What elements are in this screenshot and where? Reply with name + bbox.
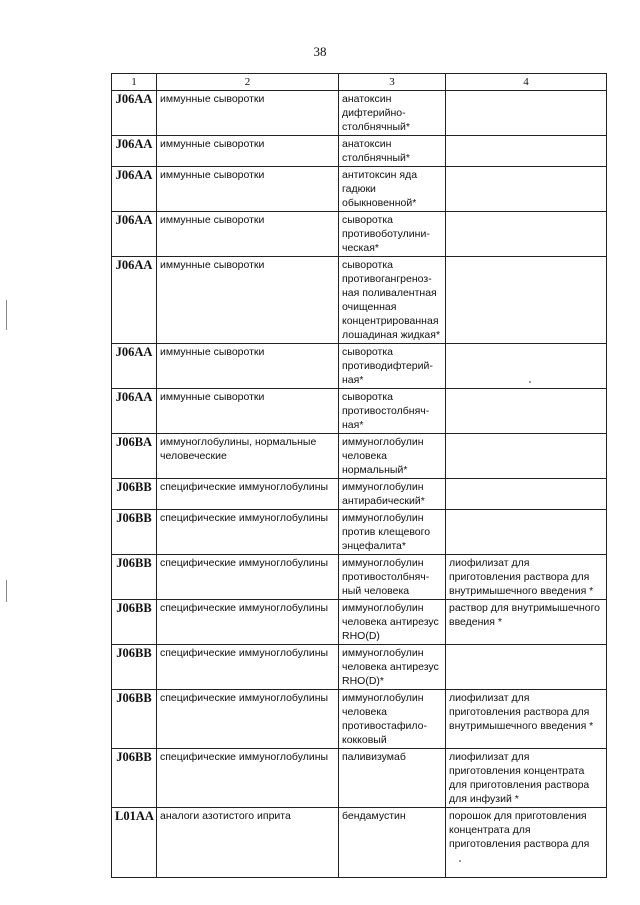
group-cell: [157, 434, 339, 479]
group-cell: [157, 645, 339, 690]
column-header-4: 4: [446, 74, 607, 91]
table-row: [112, 344, 607, 389]
table-row: [112, 434, 607, 479]
form-cell: [446, 808, 607, 878]
table-header-row: [112, 74, 607, 91]
scan-speck: [459, 860, 461, 862]
code-cell: [112, 389, 157, 434]
group-cell-text: специфические иммуноглобулины: [160, 692, 329, 704]
group-cell-text: аналоги азотистого иприта: [160, 810, 291, 822]
form-cell: [446, 600, 607, 645]
group-cell-text: иммунные сыворотки: [160, 169, 265, 181]
page-number: 38: [313, 44, 327, 59]
form-cell: [446, 136, 607, 167]
name-cell-text: антитоксин яда гадюки обыкновенной*: [342, 169, 418, 209]
column-header-2: 2: [157, 74, 339, 91]
table-row: [112, 600, 607, 645]
name-cell-text: иммуноглобулин человека нормальный*: [342, 436, 424, 476]
name-cell-text: иммуноглобулин человека антирезус RHO(D)*: [342, 647, 439, 687]
code-cell-text: J06AA: [115, 168, 153, 182]
scan-speck: [529, 381, 531, 383]
name-cell: [339, 510, 446, 555]
code-cell: [112, 136, 157, 167]
form-cell-text: раствор для внутримышечного введения *: [449, 602, 601, 628]
name-cell: [339, 645, 446, 690]
code-cell: [112, 479, 157, 510]
code-cell-text: J06BB: [116, 646, 152, 660]
code-cell-text: J06BB: [116, 691, 152, 705]
group-cell: [157, 600, 339, 645]
group-cell-text: специфические иммуноглобулины: [160, 481, 329, 493]
table-row: [112, 808, 607, 878]
name-cell-text: анатоксин столбнячный*: [342, 138, 410, 164]
drug-table: [111, 73, 607, 878]
code-cell: [112, 600, 157, 645]
group-cell-text: специфические иммуноглобулины: [160, 557, 329, 569]
table-row: [112, 167, 607, 212]
group-cell-text: иммунные сыворотки: [160, 138, 265, 150]
name-cell: [339, 212, 446, 257]
code-cell-text: J06AA: [115, 258, 153, 272]
code-cell: [112, 690, 157, 749]
table-row: [112, 212, 607, 257]
name-cell: [339, 344, 446, 389]
name-cell-text: иммуноглобулин человека антирезус RHO(D): [342, 602, 439, 642]
table-row: [112, 257, 607, 344]
table-row: [112, 645, 607, 690]
code-cell-text: J06BB: [116, 480, 152, 494]
code-cell-text: J06AA: [115, 137, 153, 151]
table-row: [112, 690, 607, 749]
group-cell: [157, 749, 339, 808]
name-cell-text: бендамустин: [342, 810, 406, 822]
form-cell-text: порошок для приготовления концентрата для приготовления раствора для: [449, 810, 590, 850]
code-cell: [112, 645, 157, 690]
form-cell: [446, 749, 607, 808]
name-cell-text: иммуноглобулин против клещевого энцефалита*: [342, 512, 431, 552]
group-cell: [157, 808, 339, 878]
name-cell: [339, 167, 446, 212]
table-row: [112, 749, 607, 808]
group-cell: [157, 555, 339, 600]
code-cell: [112, 344, 157, 389]
group-cell: [157, 136, 339, 167]
name-cell: [339, 136, 446, 167]
code-cell-text: J06AA: [115, 390, 153, 404]
group-cell: [157, 510, 339, 555]
group-cell-text: иммунные сыворотки: [160, 391, 265, 403]
name-cell-text: паливизумаб: [342, 751, 406, 763]
name-cell: [339, 257, 446, 344]
form-cell: [446, 212, 607, 257]
code-cell-text: J06AA: [115, 92, 153, 106]
form-cell: [446, 555, 607, 600]
group-cell-text: иммунные сыворотки: [160, 259, 265, 271]
group-cell: [157, 479, 339, 510]
form-cell: [446, 91, 607, 136]
name-cell: [339, 389, 446, 434]
name-cell: [339, 91, 446, 136]
name-cell-text: сыворотка противоботулини- ческая*: [342, 214, 430, 254]
code-cell-text: J06BB: [116, 601, 152, 615]
code-cell: [112, 808, 157, 878]
group-cell-text: специфические иммуноглобулины: [160, 751, 329, 763]
form-cell-text: лиофилизат для приготовления концентрата для приготовления раствора для инфузий *: [449, 751, 590, 805]
code-cell-text: J06BB: [116, 511, 152, 525]
column-header-3: 3: [339, 74, 446, 91]
form-cell: [446, 344, 607, 389]
table-row: [112, 91, 607, 136]
code-cell: [112, 434, 157, 479]
name-cell: [339, 690, 446, 749]
form-cell: [446, 167, 607, 212]
group-cell-text: специфические иммуноглобулины: [160, 602, 329, 614]
table-row: [112, 136, 607, 167]
table-row: [112, 510, 607, 555]
code-cell-text: L01AA: [115, 809, 154, 823]
name-cell-text: сыворотка противогангреноз- ная поливалентная очищенная концентрированная лошадиная жидкая*: [342, 259, 441, 341]
form-cell: [446, 389, 607, 434]
name-cell-text: иммуноглобулин антирабический*: [342, 481, 425, 507]
name-cell: [339, 479, 446, 510]
name-cell: [339, 434, 446, 479]
name-cell: [339, 555, 446, 600]
name-cell-text: иммуноглобулин человека противостафило- кокковый: [342, 692, 427, 746]
form-cell: [446, 434, 607, 479]
name-cell-text: иммуноглобулин противостолбняч- ный человека: [342, 557, 430, 597]
form-cell: [446, 690, 607, 749]
column-header-1: 1: [112, 74, 157, 91]
form-cell: [446, 257, 607, 344]
group-cell-text: специфические иммуноглобулины: [160, 647, 329, 659]
scan-margin-mark: [6, 580, 7, 602]
code-cell: [112, 257, 157, 344]
form-cell-text: лиофилизат для приготовления раствора для внутримышечного введения *: [449, 557, 594, 597]
form-cell: [446, 510, 607, 555]
code-cell: [112, 555, 157, 600]
group-cell-text: специфические иммуноглобулины: [160, 512, 329, 524]
group-cell: [157, 690, 339, 749]
code-cell: [112, 749, 157, 808]
code-cell-text: J06BB: [116, 750, 152, 764]
group-cell: [157, 167, 339, 212]
code-cell-text: J06AA: [115, 213, 153, 227]
group-cell: [157, 212, 339, 257]
scan-margin-mark: [6, 300, 7, 330]
name-cell-text: сыворотка противодифтерий- ная*: [342, 346, 433, 386]
code-cell: [112, 91, 157, 136]
group-cell: [157, 257, 339, 344]
group-cell: [157, 344, 339, 389]
code-cell-text: J06BA: [115, 435, 153, 449]
group-cell: [157, 389, 339, 434]
group-cell-text: иммуноглобулины, нормальные человеческие: [160, 436, 317, 462]
group-cell: [157, 91, 339, 136]
form-cell: [446, 645, 607, 690]
table-row: [112, 479, 607, 510]
table-body: [112, 91, 607, 878]
table-row: [112, 555, 607, 600]
code-cell: [112, 167, 157, 212]
code-cell: [112, 212, 157, 257]
name-cell: [339, 600, 446, 645]
code-cell: [112, 510, 157, 555]
code-cell-text: J06AA: [115, 345, 153, 359]
name-cell-text: анатоксин дифтерийно- столбнячный*: [342, 93, 410, 133]
name-cell-text: сыворотка противостолбняч- ная*: [342, 391, 430, 431]
form-cell-text: лиофилизат для приготовления раствора для внутримышечного введения *: [449, 692, 594, 732]
group-cell-text: иммунные сыворотки: [160, 214, 265, 226]
table-row: [112, 389, 607, 434]
form-cell: [446, 479, 607, 510]
name-cell: [339, 749, 446, 808]
name-cell: [339, 808, 446, 878]
group-cell-text: иммунные сыворотки: [160, 346, 265, 358]
code-cell-text: J06BB: [116, 556, 152, 570]
group-cell-text: иммунные сыворотки: [160, 93, 265, 105]
